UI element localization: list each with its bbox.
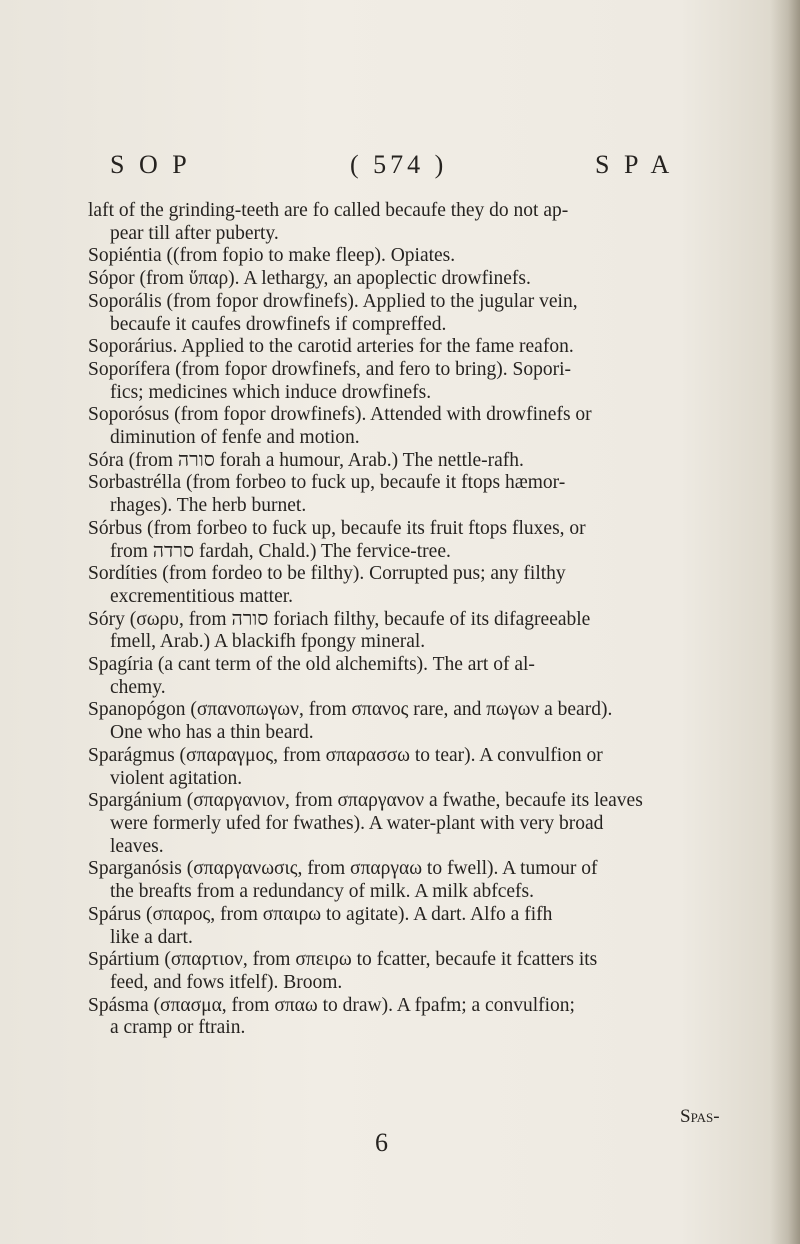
text-line: the breafts from a redundancy of milk. A milk abfcefs. bbox=[110, 881, 534, 903]
running-head bbox=[110, 150, 710, 190]
entry-headline: Sparganósis (σπαργανωσις, from σπαργαω to fwell). A tumour of bbox=[88, 858, 598, 880]
running-head-left: S O P bbox=[110, 150, 191, 179]
text-line: excrementitious matter. bbox=[110, 585, 294, 607]
text-line: One who has a thin beard. bbox=[110, 722, 314, 744]
page-edge-shadow bbox=[770, 0, 800, 1244]
entry-headline: Sorbastrélla (from forbeo to fuck up, becaufe it ftops hæmor- bbox=[88, 472, 566, 494]
text-line: a cramp or ftrain. bbox=[110, 1017, 246, 1039]
entry-headline: Sordíties (from fordeo to be filthy). Corrupted pus; any filthy bbox=[88, 563, 566, 585]
text-line: chemy. bbox=[110, 676, 166, 698]
page-number: ( 574 ) bbox=[350, 150, 448, 179]
text-line: were formerly ufed for fwathes). A water-plant with very broad bbox=[110, 812, 604, 834]
entry-headline: Sóry (σωρυ, from סורה foriach filthy, becaufe of its difagreeable bbox=[88, 608, 591, 630]
catchword: Spas- bbox=[680, 1106, 720, 1127]
dictionary-entries bbox=[88, 200, 728, 1040]
text-line: laft of the grinding-teeth are fo called becaufe they do not ap- bbox=[88, 200, 569, 221]
text-line: pear till after puberty. bbox=[110, 222, 279, 244]
entry-headline: Spagíria (a cant term of the old alchemifts). The art of al- bbox=[88, 654, 535, 676]
running-head-right: S P A bbox=[595, 150, 674, 179]
text-line: rhages). The herb burnet. bbox=[110, 495, 307, 517]
entry-headline: Spargánium (σπαργανιον, from σπαργανον a fwathe, becaufe its leaves bbox=[88, 790, 643, 812]
entry-headline: Soporífera (from fopor drowfinefs, and fero to bring). Sopori- bbox=[88, 358, 572, 380]
entry-headline: Spanopógon (σπανοπωγων, from σπανος rare, and πωγων a beard). bbox=[88, 699, 613, 721]
text-line: becaufe it caufes drowfinefs if compreffed. bbox=[110, 313, 447, 335]
text-line: from סרדה fardah, Chald.) The fervice-tree. bbox=[110, 540, 451, 562]
entry-headline: Soporósus (from fopor drowfinefs). Attended with drowfinefs or bbox=[88, 404, 592, 426]
entry-headline: Sopiéntia ((from fopio to make fleep). Opiates. bbox=[88, 245, 456, 267]
entry-headline: Sórbus (from forbeo to fuck up, becaufe its fruit ftops fluxes, or bbox=[88, 517, 586, 539]
text-line: violent agitation. bbox=[110, 767, 243, 789]
entry-headline: Spártium (σπαρτιον, from σπειρω to fcatter, becaufe it fcatters its bbox=[88, 949, 598, 971]
text-line: like a dart. bbox=[110, 926, 193, 948]
entry-headline: Soporális (from fopor drowfinefs). Applied to the jugular vein, bbox=[88, 290, 578, 312]
text-line: feed, and fows itfelf). Broom. bbox=[110, 971, 343, 993]
entry-headline: Spárus (σπαρος, from σπαιρω to agitate). A dart. Alfo a fifh bbox=[88, 903, 553, 925]
entry-headline: Sópor (from ὕπαρ). A lethargy, an apoplectic drowfinefs. bbox=[88, 268, 531, 290]
text-line: diminution of fenfe and motion. bbox=[110, 427, 360, 449]
entry-headline: Sparágmus (σπαραγμος, from σπαρασσω to tear). A convulfion or bbox=[88, 744, 603, 766]
signature-mark: 6 bbox=[375, 1128, 388, 1157]
entry-headline: Spásma (σπασμα, from σπαω to draw). A fpafm; a convulfion; bbox=[88, 994, 575, 1016]
entry-headline: Soporárius. Applied to the carotid arteries for the fame reafon. bbox=[88, 336, 574, 358]
text-line: leaves. bbox=[110, 835, 164, 857]
entry-headline: Sóra (from סורה forah a humour, Arab.) The nettle-rafh. bbox=[88, 449, 524, 471]
text-line: fics; medicines which induce drowfinefs. bbox=[110, 381, 432, 403]
text-line: fmell, Arab.) A blackifh fpongy mineral. bbox=[110, 631, 426, 653]
